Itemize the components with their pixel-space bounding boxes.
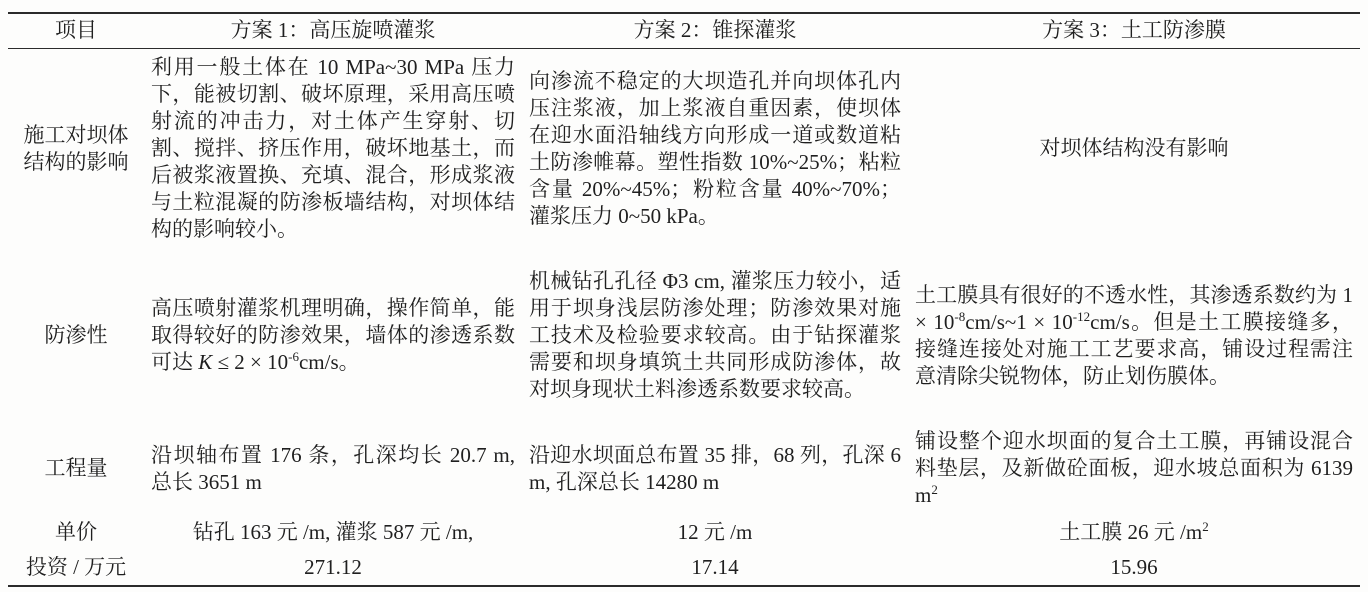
table-body: [8, 49, 1360, 586]
cell-investment-scheme2: 17.14: [691, 554, 739, 579]
exponent: -6: [288, 349, 299, 364]
cell-seepage-scheme2: 机械钻孔孔径 Φ3 cm, 灌浆压力较小，适用于坝身浅层防渗处理；防渗效果对施工技术及检验要求较高。由于钻探灌浆需要和坝身填筑土共同形成防渗体，故对坝身现状土料渗透系数要求较高。: [529, 269, 901, 401]
row-label-seepage: [8, 249, 144, 423]
row-work-quantity: [8, 423, 1360, 515]
row-label-text: 防渗性: [44, 323, 108, 347]
seepage-scheme3-rest: cm/s。但是土工膜接缝多，接缝连接处对施工工艺要求高，铺设过程需注意清除尖锐物体，防止划伤膜体。: [915, 309, 1353, 388]
cell-quantity-scheme2: 沿迎水坝面总布置 35 排，68 列，孔深 6 m, 孔深总长 14280 m: [529, 442, 901, 494]
col-header-item: 项目: [8, 13, 144, 49]
cell-seepage-scheme1: [144, 249, 522, 423]
exponent: -8: [954, 308, 966, 324]
row-label-text: 工程量: [44, 456, 108, 480]
row-label-structural-impact: [8, 49, 144, 249]
cell-seepage-scheme3: [908, 249, 1360, 423]
quantity-scheme3-text: 铺设整个迎水坝面的复合土工膜，再铺设混合料垫层，及新做砼面板，迎水坡总面积为 6139 m: [915, 429, 1353, 507]
table-header-row: [8, 13, 1360, 49]
cell-impact-scheme1: 利用一般土体在 10 MPa~30 MPa 压力下，能被切割、破坏原理，采用高压喷射流的冲击力，对土体产生穿射、切割、搅拌、挤压作用，破坏地基土，而后被浆液置换、充填、混合，形成浆液与土粒混凝的防渗板墙结构，对坝体结构的影响较小。: [151, 55, 515, 242]
row-label-text: 投资 / 万元: [25, 554, 127, 579]
row-seepage-performance: [8, 249, 1360, 423]
cell-unitprice-scheme3: [908, 515, 1360, 550]
square-exponent: 2: [931, 482, 938, 497]
col-header-scheme1: 方案 1：高压旋喷灌浆: [144, 13, 522, 49]
row-label-investment: [8, 550, 144, 586]
row-investment: [8, 550, 1360, 586]
unitprice-scheme3-text: 土工膜 26 元 /m: [1059, 519, 1203, 544]
cell-quantity-scheme3: [908, 423, 1360, 515]
row-unit-price: [8, 515, 1360, 550]
seepage-scheme1-unit: cm/s。: [298, 350, 360, 374]
col-header-scheme3: 方案 3：土工防渗膜: [908, 13, 1360, 49]
cell-impact-scheme3: 对坝体结构没有影响: [1039, 136, 1229, 161]
scheme-comparison-table: [8, 12, 1360, 587]
row-label-quantity: [8, 423, 144, 515]
seepage-scheme1-text: 高压喷射灌浆机理明确，操作简单，能取得较好的防渗效果，墙体的渗透系数可达: [151, 296, 515, 374]
row-structural-impact: [8, 49, 1360, 249]
cell-unitprice-scheme2: 12 元 /m: [677, 519, 753, 544]
table-head: [8, 13, 1360, 49]
row-label-text: 施工对坝体结构的影响: [23, 122, 129, 174]
exponent: -12: [1072, 308, 1091, 324]
permeability-coefficient-symbol: K: [198, 350, 213, 374]
cell-unitprice-scheme1: 钻孔 163 元 /m, 灌浆 587 元 /m,: [192, 519, 474, 544]
cell-quantity-scheme1: 沿坝轴布置 176 条，孔深均长 20.7 m, 总长 3651 m: [151, 442, 515, 494]
seepage-scheme1-value: ≤ 2 × 10: [212, 350, 289, 374]
cell-investment-scheme1: 271.12: [304, 554, 362, 579]
row-label-text: 单价: [55, 519, 97, 544]
seepage-scheme3-text: 土工膜具有很好的不透水性，其渗透系数约为 1 × 10: [915, 282, 1353, 334]
cell-investment-scheme3: 15.96: [1110, 554, 1158, 579]
cell-impact-scheme2: 向渗流不稳定的大坝造孔并向坝体孔内压注浆液，加上浆液自重因素，使坝体在迎水面沿轴线方向形成一道或数道粘土防渗帷幕。塑性指数 10%~25%；粘粒含量 20%~45%；粉粒含量 40%~70%；灌浆压力 0~50 kPa。: [529, 68, 901, 228]
seepage-scheme3-range: cm/s~1 × 10: [965, 309, 1073, 334]
square-exponent: 2: [1202, 518, 1209, 534]
col-header-scheme2: 方案 2：锥探灌浆: [522, 13, 908, 49]
row-label-unit-price: [8, 515, 144, 550]
